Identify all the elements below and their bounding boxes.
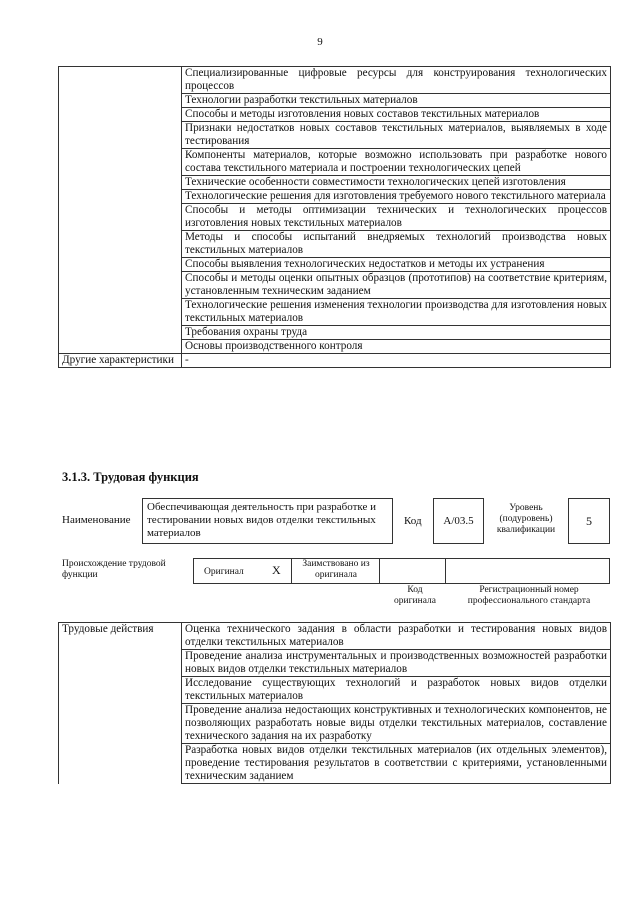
labor-action-row xyxy=(59,744,611,784)
knowledge-label-cell xyxy=(59,176,182,190)
code-value: А/03.5 xyxy=(433,498,484,544)
labor-actions-label-cell xyxy=(59,704,182,744)
labor-action-row xyxy=(59,650,611,677)
knowledge-label-cell xyxy=(59,204,182,231)
knowledge-item: Технологические решения изменения технологии производства для изготовления новых текстильных материалов xyxy=(182,299,611,326)
knowledge-item: Технические особенности совместимости технологических цепей изготовления xyxy=(182,176,611,190)
knowledge-item: Способы выявления технологических недостатков и методы их устранения xyxy=(182,258,611,272)
knowledge-item: Специализированные цифровые ресурсы для конструирования технологических процессов xyxy=(182,67,611,94)
knowledge-item: Способы и методы оптимизации технических и технологических процессов изготовления новых текстильных материалов xyxy=(182,204,611,231)
knowledge-row xyxy=(59,326,611,340)
knowledge-label-cell xyxy=(59,299,182,326)
knowledge-row xyxy=(59,108,611,122)
knowledge-item: Методы и способы испытаний внедряемых технологий производства новых текстильных материалов xyxy=(182,231,611,258)
knowledge-row xyxy=(59,94,611,108)
knowledge-item: Основы производственного контроля xyxy=(182,340,611,354)
knowledge-item: Компоненты материалов, которые возможно использовать при разработке нового состава текстильного материала и построении технологических цепей xyxy=(182,149,611,176)
level-label: Уровень (подуровень) квалификации xyxy=(496,503,556,535)
knowledge-item: Признаки недостатков новых составов текстильных материалов, выявляемых в ходе тестирования xyxy=(182,122,611,149)
knowledge-label-cell xyxy=(59,258,182,272)
knowledge-row xyxy=(59,176,611,190)
function-name-box xyxy=(142,498,393,544)
labor-action-item: Оценка технического задания в области разработки и тестирования новых видов отделки текстильных материалов xyxy=(182,623,611,650)
other-characteristics-row xyxy=(59,354,611,368)
knowledge-label-cell xyxy=(59,122,182,149)
knowledge-item: Технологические решения для изготовления требуемого нового текстильного материала xyxy=(182,190,611,204)
original-label: Оригинал xyxy=(204,567,244,577)
page-number: 9 xyxy=(317,36,323,48)
knowledge-row xyxy=(59,231,611,258)
knowledge-row xyxy=(59,67,611,94)
other-characteristics-value: - xyxy=(182,354,611,368)
knowledge-row xyxy=(59,190,611,204)
origin-box xyxy=(193,558,610,584)
labor-actions-table xyxy=(58,622,611,784)
origin-label: Происхождение трудовой функции xyxy=(62,559,166,580)
code-original-label: Код оригинала xyxy=(394,585,436,606)
knowledge-label-cell xyxy=(59,231,182,258)
knowledge-row xyxy=(59,258,611,272)
labor-action-row xyxy=(59,677,611,704)
labor-actions-label: Трудовые действия xyxy=(59,623,182,650)
original-mark: X xyxy=(272,563,281,577)
section-title: 3.1.3. Трудовая функция xyxy=(62,470,199,484)
labor-actions-label-cell xyxy=(59,677,182,704)
labor-action-item: Проведение анализа инструментальных и производственных возможностей разработки новых видов отделки текстильных материалов xyxy=(182,650,611,677)
knowledge-label-cell xyxy=(59,326,182,340)
knowledge-item: Способы и методы изготовления новых составов текстильных материалов xyxy=(182,108,611,122)
code-label: Код xyxy=(404,515,422,527)
knowledge-row xyxy=(59,340,611,354)
knowledge-row xyxy=(59,149,611,176)
knowledge-label-cell xyxy=(59,94,182,108)
knowledge-label-cell xyxy=(59,108,182,122)
knowledge-item: Технологии разработки текстильных материалов xyxy=(182,94,611,108)
level-value: 5 xyxy=(568,498,610,544)
knowledge-item: Способы и методы оценки опытных образцов (прототипов) на соответствие критериям, установленным техническим заданием xyxy=(182,272,611,299)
reg-number-label: Регистрационный номер профессионального стандарта xyxy=(467,585,591,606)
knowledge-row xyxy=(59,299,611,326)
knowledge-row xyxy=(59,204,611,231)
knowledge-row xyxy=(59,122,611,149)
borrowed-label: Заимствовано из оригинала xyxy=(302,559,370,580)
function-name-value: Обеспечивающая деятельность при разработке и тестировании новых видов отделки текстильных материалов xyxy=(147,501,376,539)
knowledge-row xyxy=(59,272,611,299)
labor-action-item: Исследование существующих технологий и разработок новых видов отделки текстильных материалов xyxy=(182,677,611,704)
other-characteristics-label: Другие характеристики xyxy=(59,354,182,368)
knowledge-item: Требования охраны труда xyxy=(182,326,611,340)
knowledge-label-cell xyxy=(59,67,182,94)
knowledge-label-cell xyxy=(59,272,182,299)
knowledge-label-cell xyxy=(59,190,182,204)
labor-action-row xyxy=(59,623,611,650)
labor-actions-label-cell xyxy=(59,650,182,677)
labor-action-item: Разработка новых видов отделки текстильных материалов (их отдельных элементов), проведение тестирования результатов в соответствии с критериями, установленными техническим заданием xyxy=(182,744,611,784)
knowledge-label-cell xyxy=(59,340,182,354)
knowledge-label-cell xyxy=(59,149,182,176)
labor-actions-label-cell xyxy=(59,744,182,784)
name-label: Наименование xyxy=(62,514,131,526)
labor-action-row xyxy=(59,704,611,744)
knowledge-table xyxy=(58,66,611,368)
labor-action-item: Проведение анализа недостающих конструктивных и технологических компонентов, не позволяющих разработать новые виды отделки текстильных материалов, составление технического задания на их разработку xyxy=(182,704,611,744)
